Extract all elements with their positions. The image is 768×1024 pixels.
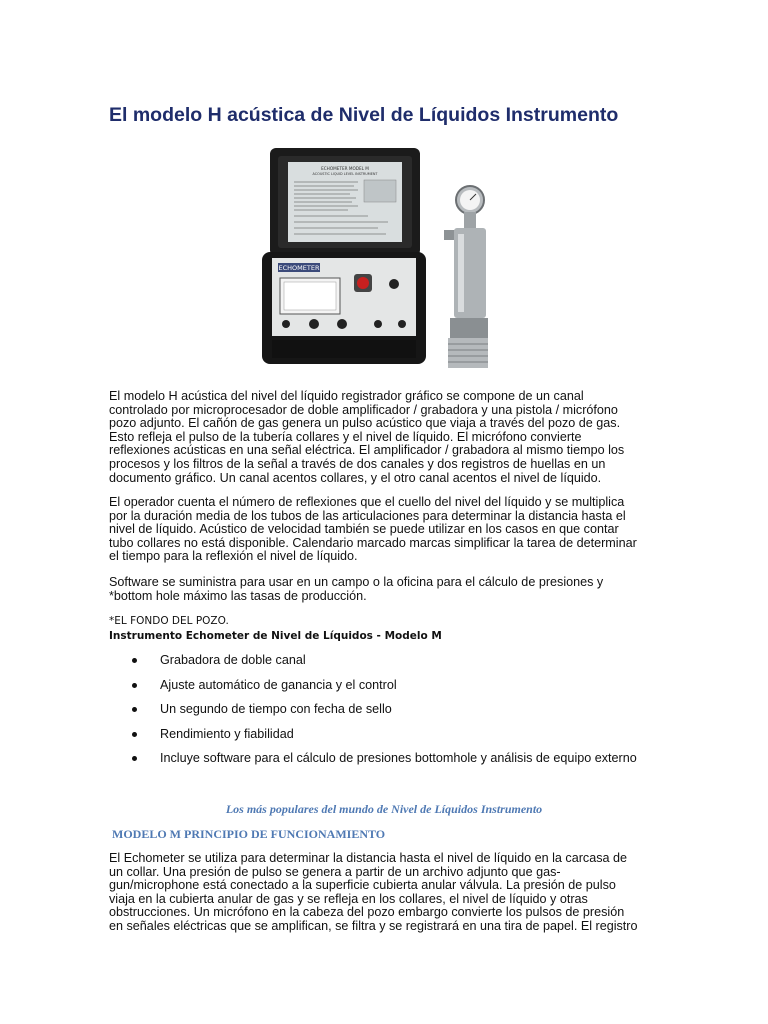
list-item: Un segundo de tiempo con fecha de sello <box>126 701 686 726</box>
svg-text:ACOUSTIC LIQUID LEVEL INSTRUME: ACOUSTIC LIQUID LEVEL INSTRUMENT <box>312 172 378 176</box>
text-line: pozo adjunto. El cañón de gas genera un pulso acústico que viaja a través del pozo de gas. <box>109 416 621 431</box>
page-title: El modelo H acústica de Nivel de Líquidos Instrumento <box>109 104 619 126</box>
bullet-icon <box>132 756 137 761</box>
text-line: procesos y los filtros de la señal a través de dos canales y dos registros de huellas en un <box>109 456 606 471</box>
paragraph-intro <box>109 390 659 485</box>
svg-text:ECHOMETER: ECHOMETER <box>278 264 320 272</box>
footnote: *EL FONDO DEL POZO. <box>109 615 229 627</box>
text-line: nivel de líquido. Acústico de velocidad también se puede utilizar en los casos en que contar <box>109 522 619 537</box>
echometer-instrument-image <box>258 144 488 372</box>
section-heading: MODELO M PRINCIPIO DE FUNCIONAMIENTO <box>112 827 386 841</box>
text-line: El operador cuenta el número de reflexiones que el cuello del nivel del líquido y se multiplica <box>109 495 625 509</box>
bullet-icon <box>132 732 137 737</box>
list-item: Grabadora de doble canal <box>126 652 686 677</box>
text-line: viaja en la cubierta anular de gas y se refleja en los collares, el nivel de líquido y otras <box>109 891 588 906</box>
text-line: el tiempo para la reflexión el nivel de líquido. <box>109 549 358 564</box>
text-line: por la duración media de los tubos de las articulaciones para determinar la distancia hasta el <box>109 508 626 523</box>
text-line: *bottom hole máximo las tasas de producción. <box>109 588 367 603</box>
bullet-icon <box>132 658 137 663</box>
paragraph-operator <box>109 496 659 564</box>
bullet-icon <box>132 707 137 712</box>
paragraph-software <box>109 576 659 603</box>
text-line: en señales eléctricas que se amplifican, se filtra y se registrará en una tira de papel. El registro <box>109 918 638 933</box>
text-line: controlado por microprocesador de doble amplificador / grabadora y una pistola / micrófono <box>109 402 618 417</box>
text-line: gun/microphone está conectado a la superficie cubierta anular válvula. La presión de pulso <box>109 878 616 893</box>
list-item: Ajuste automático de ganancia y el control <box>126 677 686 702</box>
text-line: El modelo H acústica del nivel del líquido registrador gráfico se compone de un canal <box>109 389 584 403</box>
text-line: un collar. Una presión de pulso se genera a partir de un archivo adjunto que gas- <box>109 864 561 879</box>
paragraph-principle <box>109 852 659 934</box>
list-item: Rendimiento y fiabilidad <box>126 726 686 751</box>
text-line: Esto refleja el pulso de la tubería collares y el nivel de líquido. El micrófono convierte <box>109 429 582 444</box>
text-line: El Echometer se utiliza para determinar la distancia hasta el nivel de líquido en la carcasa de <box>109 851 628 865</box>
features-list <box>126 652 686 775</box>
instrument-label: Instrumento Echometer de Nivel de Líquidos - Modelo M <box>109 630 442 642</box>
text-line: Software se suministra para usar en un campo o la oficina para el cálculo de presiones y <box>109 575 604 589</box>
text-line: obstrucciones. Un micrófono en la cabeza del pozo embargo convierte los pulsos de presión <box>109 905 625 920</box>
text-line: documento gráfico. Un canal acentos collares, y el otro canal acentos el nivel de líquido. <box>109 470 602 485</box>
text-line: tubo collares no está disponible. Calendario marcado marcas simplificar la tarea de determinar <box>109 535 637 550</box>
subtitle: Los más populares del mundo de Nivel de Líquidos Instrumento <box>225 802 543 816</box>
text-line: reflexiones acústicas en una señal eléctrica. El amplificador / grabadora al mismo tiempo los <box>109 443 625 458</box>
bullet-icon <box>132 683 137 688</box>
list-item: Incluye software para el cálculo de presiones bottomhole y análisis de equipo externo <box>126 750 686 775</box>
svg-text:ECHOMETER MODEL M: ECHOMETER MODEL M <box>321 166 369 171</box>
